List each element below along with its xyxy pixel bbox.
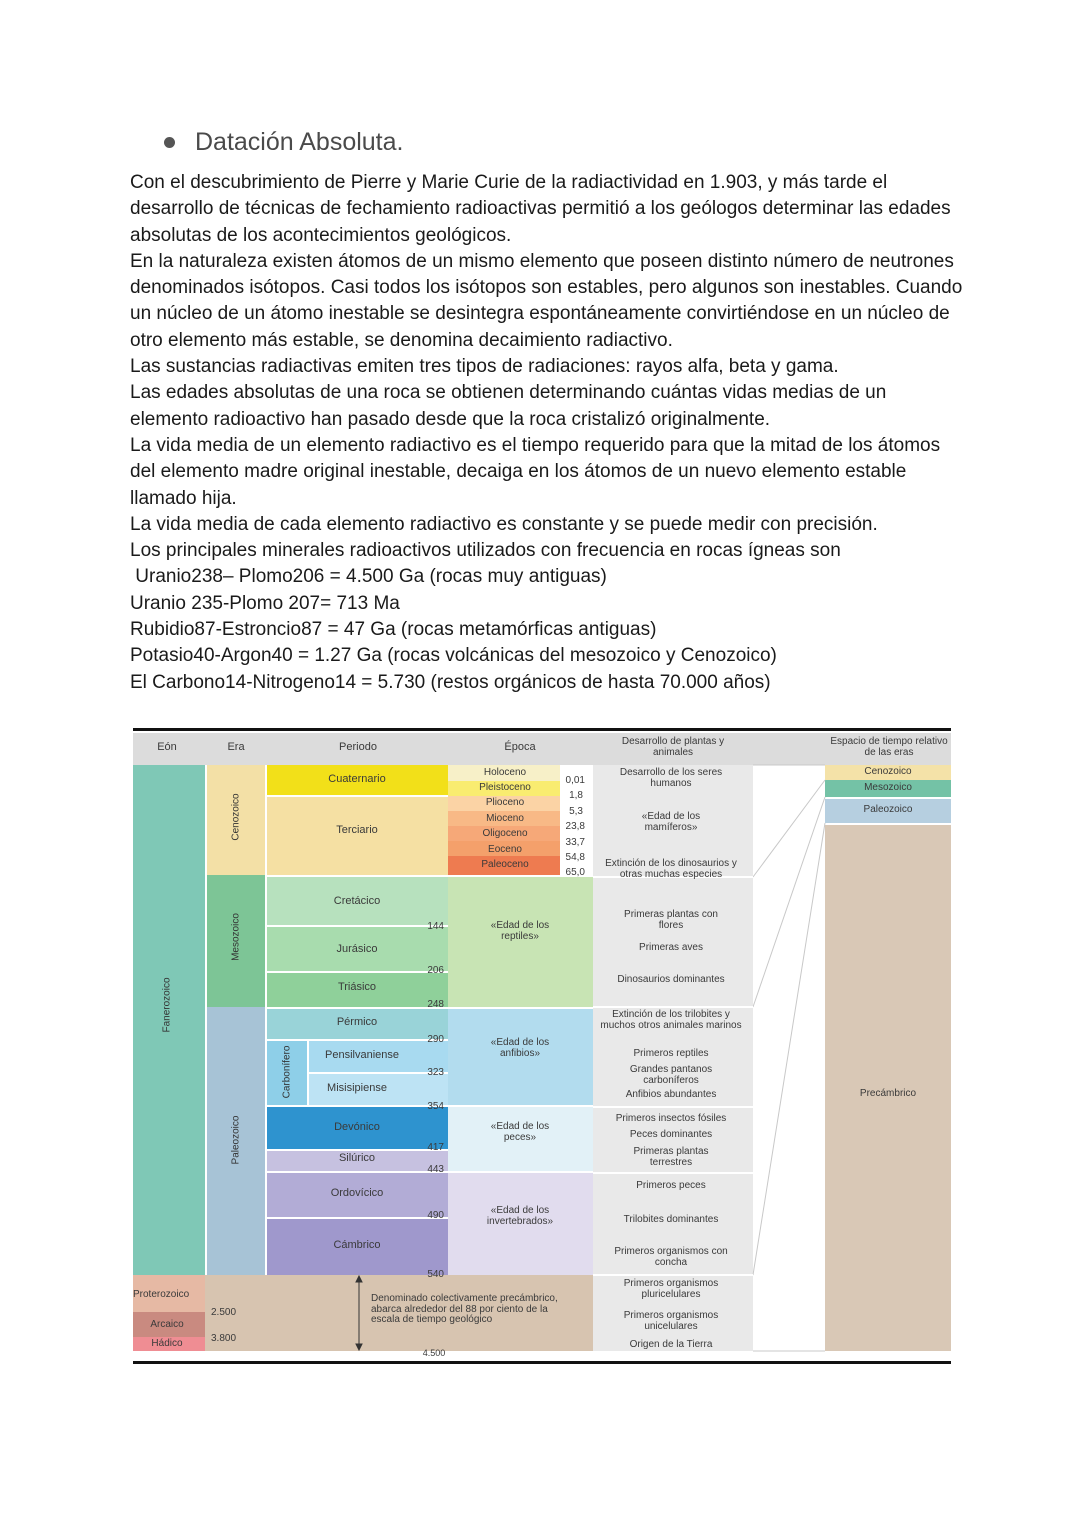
development-item: Primeras plantas con flores xyxy=(624,909,718,931)
age-label: 540 xyxy=(427,1269,444,1280)
paragraph: Uranio238– Plomo206 = 4.500 Ga (rocas muy antiguas) xyxy=(130,566,607,588)
development-item: «Edad de los mamíferos» xyxy=(641,811,701,833)
development-item: Origen de la Tierra xyxy=(629,1339,713,1350)
epoch-label: Pleistoceno xyxy=(479,782,531,793)
era-cenozoico: Cenozoico xyxy=(230,793,242,841)
development-item: Primeros peces xyxy=(636,1180,706,1191)
age-label: 65,0 xyxy=(565,867,585,878)
epoch-label: Oligoceno xyxy=(482,828,528,839)
age-label: 5,3 xyxy=(569,806,583,817)
development-item: Primeras plantas terrestres xyxy=(633,1146,709,1168)
age-label: 323 xyxy=(427,1067,444,1078)
epoch-label: Holoceno xyxy=(483,767,527,778)
development-item: Primeras aves xyxy=(639,942,703,953)
eon-arcaico: Arcaico xyxy=(150,1319,184,1330)
age-label: 248 xyxy=(427,999,444,1010)
period-label: Ordovícico xyxy=(330,1187,384,1199)
relative-era-label: Precámbrico xyxy=(859,1088,917,1099)
age-label: 206 xyxy=(427,965,444,976)
age-of-label: «Edad de los reptiles» xyxy=(490,920,550,942)
period-label: Triásico xyxy=(337,981,377,993)
period-label: Jurásico xyxy=(336,943,378,955)
relative-era-label: Cenozoico xyxy=(864,766,912,777)
age-of-label: «Edad de los invertebrados» xyxy=(486,1205,554,1227)
period-label: Pérmico xyxy=(336,1016,378,1028)
development-item: Primeros organismos con concha xyxy=(614,1246,728,1268)
development-item: Primeros organismos unicelulares xyxy=(623,1310,719,1332)
development-item: Extinción de los trilobites y muchos otros animales marinos xyxy=(600,1009,742,1031)
age-label: 417 xyxy=(427,1142,444,1153)
age-label: 1,8 xyxy=(569,790,583,801)
relative-era-label: Paleozoico xyxy=(863,804,913,815)
age-label: 354 xyxy=(427,1101,444,1112)
epoch-label: Eoceno xyxy=(488,844,522,855)
period-label: Devónico xyxy=(334,1121,380,1133)
header-desarrollo: Desarrollo de plantas y animales xyxy=(621,736,725,758)
age-label: 4.500 xyxy=(422,1348,446,1358)
header-espacio: Espacio de tiempo relativo de las eras xyxy=(830,736,948,758)
relative-era-label: Mesozoico xyxy=(864,782,912,793)
age-label: 2.500 xyxy=(211,1307,237,1318)
era-mesozoico: Mesozoico xyxy=(230,913,242,961)
paragraph: Las edades absolutas de una roca se obtienen determinando cuántas vidas medias de un elemento radioactivo han pasado desde que la roca cristalizó originalmente. xyxy=(130,382,887,430)
paragraph: Rubidio87-Estroncio87 = 47 Ga (rocas metamórficas antiguas) xyxy=(130,619,657,641)
development-item: Extinción de los dinosaurios y otras muchas especies xyxy=(605,858,737,880)
development-item: Primeros insectos fósiles xyxy=(615,1113,727,1124)
paragraph: Las sustancias radiactivas emiten tres tipos de radiaciones: rayos alfa, beta y gama. xyxy=(130,356,839,378)
paragraph: La vida media de un elemento radiactivo es el tiempo requerido para que la mitad de los átomos del elemento madre original inestable, decaiga en los átomos de un nuevo elemento estable llamado hija. xyxy=(130,434,941,509)
period-label: Cuaternario xyxy=(328,773,386,785)
age-of-label: «Edad de los peces» xyxy=(490,1121,550,1143)
age-label: 144 xyxy=(427,921,444,932)
heading-text: Datación Absoluta. xyxy=(195,128,404,156)
age-label: 54,8 xyxy=(565,852,585,863)
age-label: 3.800 xyxy=(211,1333,237,1344)
paragraph: La vida media de cada elemento radiactivo es constante y se puede medir con precisión. xyxy=(130,513,878,535)
epoch-label: Mioceno xyxy=(486,813,524,824)
eon-hadico: Hádico xyxy=(151,1338,183,1349)
paragraph: Potasio40-Argon40 = 1.27 Ga (rocas volcánicas del mesozoico y Cenozoico) xyxy=(130,645,777,667)
period-label: Misisipiense xyxy=(327,1082,387,1094)
eon-fanerozoico: Fanerozoico xyxy=(161,977,173,1033)
age-label: 490 xyxy=(427,1210,444,1221)
epoch-label: Paleoceno xyxy=(481,859,529,870)
header-eon: Eón xyxy=(157,741,177,753)
age-label: 290 xyxy=(427,1034,444,1045)
age-label: 23,8 xyxy=(565,821,585,832)
period-label: Silúrico xyxy=(338,1152,376,1164)
header-periodo: Periodo xyxy=(339,741,377,753)
eon-proterozoico: Proterozoico xyxy=(133,1289,190,1300)
period-label: Cámbrico xyxy=(333,1239,381,1251)
development-item: Anfibios abundantes xyxy=(625,1089,717,1100)
paragraph: Con el descubrimiento de Pierre y Marie Curie de la radiactividad en 1.903, y más tarde el desarrollo de técnicas de fechamiento radioactivas permitió a los geólogos determinar las edades absolutas de los acontecimientos geológicos. xyxy=(130,172,951,246)
period-label: Terciario xyxy=(336,824,378,836)
paragraph: Uranio 235-Plomo 207= 713 Ma xyxy=(130,592,400,614)
period-label: Pensilvaniense xyxy=(325,1049,399,1061)
development-item: Peces dominantes xyxy=(629,1129,713,1140)
development-item: Grandes pantanos carboníferos xyxy=(629,1064,713,1086)
development-item: Primeros organismos pluricelulares xyxy=(623,1278,719,1300)
era-paleozoico: Paleozoico xyxy=(230,1115,242,1165)
paragraph: El Carbono14-Nitrogeno14 = 5.730 (restos orgánicos de hasta 70.000 años) xyxy=(130,671,771,693)
paragraph: En la naturaleza existen átomos de un mismo elemento que poseen distinto número de neutrones denominados isótopos. Casi todos los isótopos son estables, pero algunos son inestables. Cuando un núcleo de un átomo inestable se desintegra espontáneamente convirtiéndose en un núcleo de otro elemento más estable, se denomina decaimiento radiactivo. xyxy=(130,250,963,351)
precambrian-note: Denominado colectivamente precámbrico, abarca alrededor del 88 por ciento de la escala de tiempo geológico xyxy=(371,1293,558,1325)
age-of-label: «Edad de los anfibios» xyxy=(490,1037,550,1059)
development-item: Trilobites dominantes xyxy=(623,1214,719,1225)
paragraph: Los principales minerales radioactivos utilizados con frecuencia en rocas ígneas son xyxy=(130,540,841,562)
epoch-label: Plioceno xyxy=(485,797,525,808)
development-item: Primeros reptiles xyxy=(633,1048,709,1059)
age-label: 0,01 xyxy=(565,775,585,786)
development-item: Dinosaurios dominantes xyxy=(617,974,725,985)
group-carbonifero: Carbonífero xyxy=(281,1045,293,1099)
age-label: 33,7 xyxy=(565,837,585,848)
period-label: Cretácico xyxy=(333,895,381,907)
age-label: 443 xyxy=(427,1164,444,1175)
header-era: Era xyxy=(227,741,245,753)
header-epoca: Época xyxy=(504,741,536,753)
development-item: Desarrollo de los seres humanos xyxy=(619,767,723,789)
